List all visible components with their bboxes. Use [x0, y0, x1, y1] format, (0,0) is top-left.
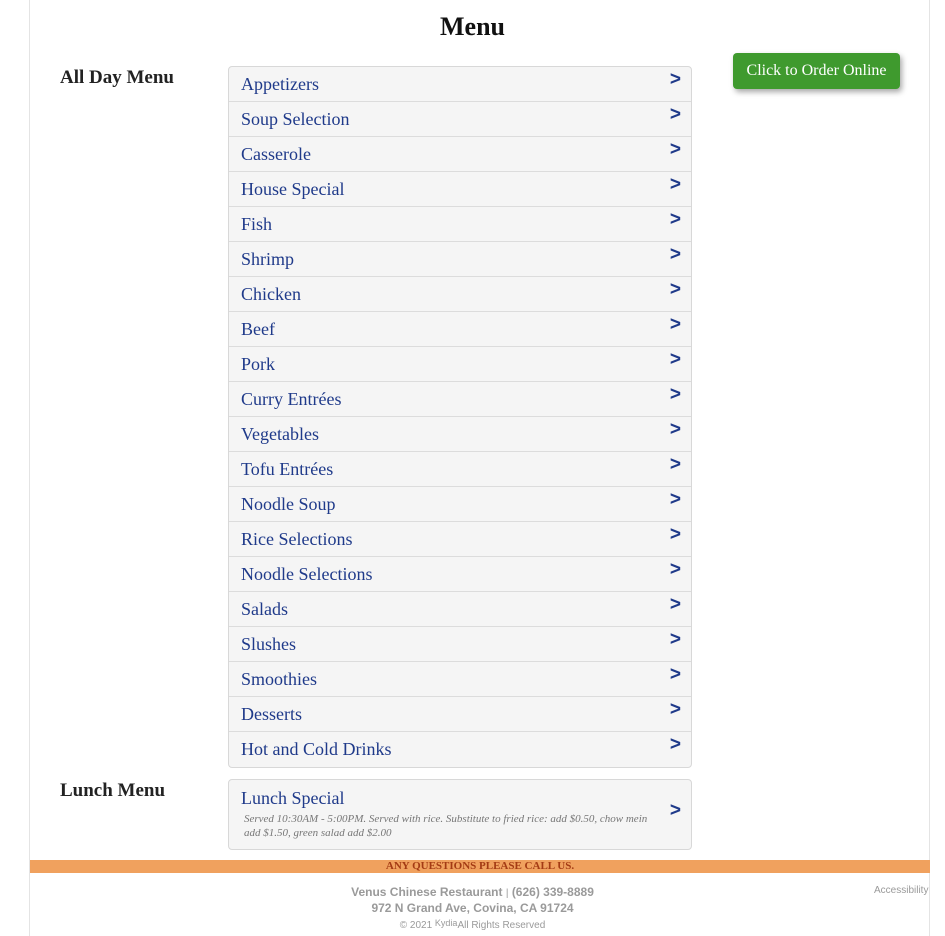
menu-category-item[interactable]: [229, 592, 691, 627]
chevron-right-icon: >: [669, 629, 681, 650]
menu-category-label: Slushes: [241, 634, 297, 654]
menu-category-label: Noodle Selections: [241, 564, 373, 584]
menu-category-label: Tofu Entrées: [241, 459, 334, 479]
chevron-right-icon: >: [669, 244, 681, 265]
menu-category-label: Beef: [241, 319, 275, 339]
chevron-right-icon: >: [669, 800, 681, 821]
menu-category-label: Lunch Special: [241, 788, 345, 808]
all-day-menu-list: [228, 66, 692, 768]
lunch-special-description: Served 10:30AM - 5:00PM. Served with rice. Substitute to fried rice: add $0.50, chow mein add $1.50, green salad add $2.00: [244, 813, 648, 839]
menu-category-label: Casserole: [241, 144, 311, 164]
menu-category-item[interactable]: [229, 347, 691, 382]
menu-category-label: Shrimp: [241, 249, 295, 269]
chevron-right-icon: >: [669, 454, 681, 475]
copyright-text: © 2021: [399, 920, 433, 931]
footer-separator: |: [505, 888, 509, 899]
address-link[interactable]: 972 N Grand Ave, Covina, CA 91724: [371, 901, 574, 915]
menu-category-item[interactable]: [229, 522, 691, 557]
lunch-menu-list: [228, 779, 692, 850]
chevron-right-icon: >: [669, 664, 681, 685]
menu-category-item[interactable]: [229, 242, 691, 277]
chevron-right-icon: >: [669, 734, 681, 755]
menu-category-label: Noodle Soup: [241, 494, 336, 514]
menu-category-label: Curry Entrées: [241, 389, 342, 409]
lunch-menu-heading: Lunch Menu: [60, 780, 166, 801]
kydia-link[interactable]: Kydia: [434, 918, 458, 928]
menu-category-item[interactable]: [229, 487, 691, 522]
chevron-right-icon: >: [669, 139, 681, 160]
menu-category-item[interactable]: [229, 732, 691, 767]
phone-link[interactable]: (626) 339-8889: [511, 885, 594, 899]
menu-category-item[interactable]: [229, 137, 691, 172]
chevron-right-icon: >: [669, 209, 681, 230]
menu-category-item[interactable]: [229, 172, 691, 207]
menu-category-item[interactable]: [229, 277, 691, 312]
menu-category-label: Appetizers: [241, 74, 319, 94]
menu-category-item[interactable]: [229, 662, 691, 697]
call-us-banner: ANY QUESTIONS PLEASE CALL US.: [30, 860, 930, 873]
chevron-right-icon: >: [669, 314, 681, 335]
menu-category-item[interactable]: [229, 452, 691, 487]
chevron-right-icon: >: [669, 594, 681, 615]
menu-category-item[interactable]: [229, 207, 691, 242]
menu-category-label: Smoothies: [241, 669, 318, 689]
rights-text: All Rights Reserved: [457, 920, 546, 931]
menu-category-item[interactable]: [229, 697, 691, 732]
chevron-right-icon: >: [669, 174, 681, 195]
menu-category-label: Vegetables: [241, 424, 319, 444]
menu-category-label: Chicken: [241, 284, 301, 304]
chevron-right-icon: >: [669, 559, 681, 580]
menu-category-item[interactable]: [229, 417, 691, 452]
chevron-right-icon: >: [669, 279, 681, 300]
chevron-right-icon: >: [669, 384, 681, 405]
accessibility-link[interactable]: Accessibility: [874, 885, 929, 896]
menu-category-label: Rice Selections: [241, 529, 353, 549]
chevron-right-icon: >: [669, 489, 681, 510]
chevron-right-icon: >: [669, 419, 681, 440]
menu-category-label: Soup Selection: [241, 109, 350, 129]
menu-category-item[interactable]: [229, 382, 691, 417]
chevron-right-icon: >: [669, 104, 681, 125]
chevron-right-icon: >: [669, 699, 681, 720]
menu-category-item[interactable]: [229, 557, 691, 592]
footer: [0, 885, 945, 934]
menu-category-label: Salads: [241, 599, 288, 619]
chevron-right-icon: >: [669, 524, 681, 545]
chevron-right-icon: >: [669, 349, 681, 370]
page-title: Menu: [440, 12, 505, 41]
chevron-right-icon: >: [669, 69, 681, 90]
menu-category-label: Hot and Cold Drinks: [241, 739, 392, 759]
menu-category-item[interactable]: [229, 627, 691, 662]
order-online-button[interactable]: Click to Order Online: [733, 53, 900, 89]
menu-category-label: House Special: [241, 179, 345, 199]
menu-category-item[interactable]: [229, 312, 691, 347]
menu-category-label: Pork: [241, 354, 276, 374]
menu-category-label: Fish: [241, 214, 273, 234]
menu-category-label: Desserts: [241, 704, 302, 724]
menu-category-item[interactable]: [229, 67, 691, 102]
menu-category-lunch-special[interactable]: [229, 780, 691, 849]
restaurant-name: Venus Chinese Restaurant: [351, 885, 503, 899]
all-day-menu-heading: All Day Menu: [60, 67, 174, 88]
menu-category-item[interactable]: [229, 102, 691, 137]
